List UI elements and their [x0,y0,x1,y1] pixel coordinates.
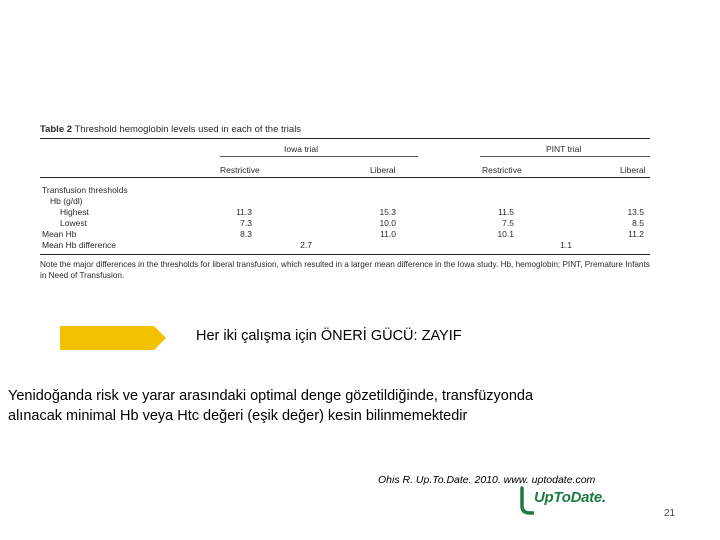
row-label: Mean Hb difference [42,240,117,250]
pint-span-line [480,156,650,157]
row-label: Mean Hb [42,229,77,239]
page-number: 21 [664,508,676,519]
column-header: Restrictive [482,165,522,175]
table-top-rule [40,138,650,139]
column-header: Restrictive [220,165,260,175]
conclusion-text: Her iki çalışma için ÖNERİ GÜCÜ: ZAYIF [196,328,462,344]
table-cell: 8.5 [632,218,644,228]
arrow-shape [60,326,166,350]
uptodate-logo [518,486,604,516]
table-cell: 11.3 [236,207,252,217]
table-cell: 10.1 [497,229,514,239]
table-cell: 1.1 [560,240,572,250]
column-header: Liberal [370,165,396,175]
logo-wordmark: UpToDate. [534,489,606,506]
group-header-iowa: Iowa trial [284,144,319,154]
body-paragraph: Yenidoğanda risk ve yarar arasındaki optimal denge gözetildiğinde, transfüzyonda alınacak minimal Hb veya Htc değeri (eşik değer) kesin bilinmemektedir [8,388,534,424]
table-note: Note the major differences in the thresholds for liberal transfusion, which resulted in a larger mean difference in the Iowa study. Hb, hemoglobin; PINT, Premature Infants in Need of Transfusion. [40,260,650,280]
threshold-table [40,124,650,284]
section-header: Transfusion thresholds [42,185,128,195]
table-title-text: Threshold hemoglobin levels used in each of the trials [74,124,302,135]
header-rule [40,177,650,178]
table-cell: 15.3 [379,207,396,217]
table-cell: 11.5 [498,207,514,217]
table-title [40,124,301,135]
table-cell: 7.3 [240,218,252,228]
table-label: Table 2 [40,124,73,135]
table-cell: 11.2 [628,229,644,239]
column-header: Liberal [620,165,646,175]
row-label: Lowest [60,218,87,228]
table-bottom-rule [40,254,650,255]
uptodate-logo-icon [518,486,534,516]
iowa-span-line [220,156,418,157]
table-cell: 11.0 [380,229,396,239]
table-cell: 2.7 [300,240,312,250]
table-cell: 13.5 [627,207,644,217]
sub-header: Hb (g/dl) [50,196,83,206]
arrow-icon [60,326,166,350]
table-cell: 7.5 [502,218,514,228]
table-cell: 10.0 [379,218,396,228]
citation: Ohis R. Up.To.Date. 2010. www. uptodate.com [378,474,596,486]
group-header-pint: PINT trial [546,144,582,154]
row-label: Highest [60,207,89,217]
table-cell: 8.3 [240,229,252,239]
